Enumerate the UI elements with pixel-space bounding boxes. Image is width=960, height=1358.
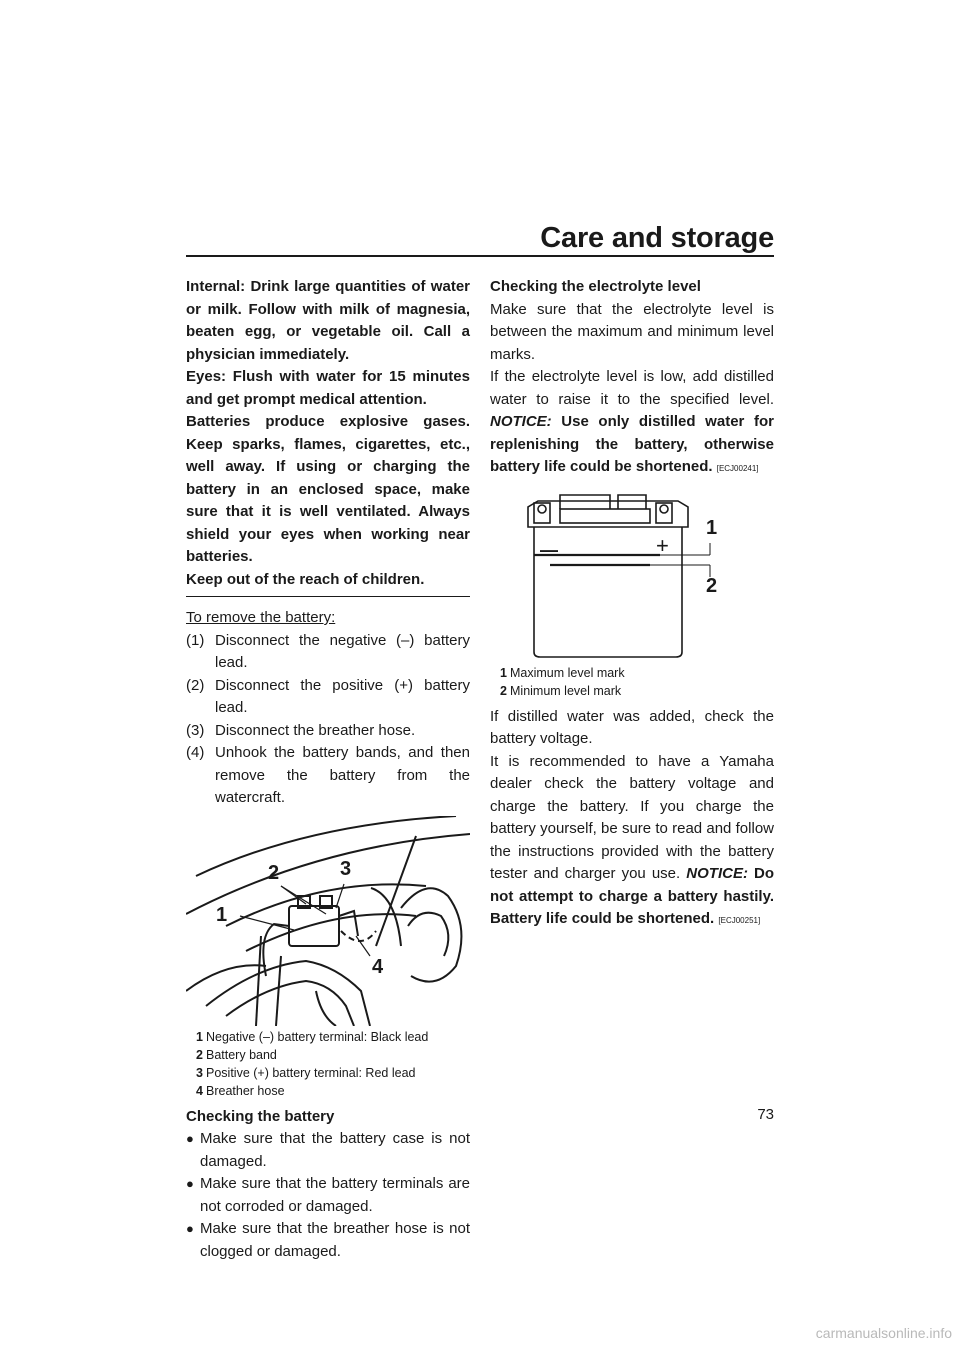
notice-label: NOTICE: [686, 865, 748, 882]
list-item: (2) Disconnect the positive (+) battery lead. [186, 676, 470, 716]
page-header-title: Care and storage [540, 222, 774, 254]
list-item: ● Make sure that the battery case is not damaged. [186, 1130, 470, 1170]
warning-eyes: Eyes: Flush with water for 15 minutes and get prompt medical attention. [186, 368, 470, 408]
reference-code: [ECJ00241] [716, 464, 759, 473]
list-item: (3) Disconnect the breather hose. [186, 721, 416, 739]
reference-code: [ECJ00251] [718, 916, 761, 925]
warning-block [186, 276, 470, 591]
list-item: (4) Unhook the battery bands, and then remove the battery from the watercraft. [186, 744, 470, 806]
header-rule [186, 255, 774, 257]
callout-1: 1 [706, 516, 718, 539]
list-item: 2 Battery band [196, 1047, 277, 1062]
warning-rule [186, 596, 470, 597]
callout-4: 4 [372, 955, 384, 978]
right-column [490, 276, 774, 933]
list-item: (1) Disconnect the negative (–) battery lead. [186, 631, 470, 671]
electrolyte-paragraph-2: If the electrolyte level is low, add distilled water to raise it to the specified level. NOTICE: Use only distilled water for replenishing the battery, otherwise battery life could be shortened. [ECJ00241] [490, 368, 774, 475]
page-number: 73 [757, 1106, 774, 1123]
notice-text: Use only distilled water for replenishing the battery, otherwise battery life could be shortened. [490, 413, 774, 475]
remove-battery-steps [186, 630, 470, 810]
list-item: 1 Maximum level mark [500, 665, 625, 680]
callout-2: 2 [706, 574, 718, 597]
checking-battery-title: Checking the battery [186, 1107, 335, 1125]
list-item: 3 Positive (+) battery terminal: Red lead [196, 1065, 416, 1080]
callout-1: 1 [216, 903, 228, 926]
battery-compartment-drawing [186, 816, 470, 1026]
list-item: 1 Negative (–) battery terminal: Black lead [196, 1029, 429, 1044]
after-paragraph-2: It is recommended to have a Yamaha dealer check the battery voltage and charge the battery. If you charge the battery yourself, be sure to read and follow the instructions provided with the battery tester and charger you use. NOTICE: Do not attempt to charge a battery hastily. Battery life could be shortened. [ECJ00251] [490, 752, 775, 927]
remove-battery-heading: To remove the battery: [186, 609, 336, 626]
electrolyte-paragraph-1: Make sure that the electrolyte level is between the maximum and minimum level marks. [490, 300, 774, 363]
callout-3: 3 [340, 857, 352, 880]
figure2-legend [490, 664, 774, 700]
warning-internal: Internal: Drink large quantities of water or milk. Follow with milk of magnesia, beaten egg, or vegetable oil. Call a physician immediately. [186, 278, 470, 363]
battery-level-illustration [500, 487, 750, 662]
after-paragraph-1: If distilled water was added, check the battery voltage. [490, 707, 774, 747]
plus-sign: + [656, 532, 669, 558]
electrolyte-title: Checking the electrolyte level [490, 278, 701, 295]
battery-compartment-illustration [186, 816, 470, 1026]
minus-sign: — [540, 539, 558, 560]
left-column [186, 276, 470, 1263]
list-item: 2 Minimum level mark [500, 683, 622, 698]
checking-battery-bullets [186, 1128, 470, 1263]
watermark: carmanualsonline.info [815, 1325, 952, 1341]
bullet-icon: ● [186, 1221, 194, 1236]
warning-explosive-gases: Batteries produce explosive gases. Keep sparks, flames, cigarettes, etc., well away. If using or charging the battery in an enclosed space, make sure that it is well ventilated. Always shield your eyes when working near batteries. [186, 413, 470, 565]
list-item: ● Make sure that the breather hose is not clogged or damaged. [186, 1220, 470, 1260]
list-item: ● Make sure that the battery terminals are not corroded or damaged. [186, 1175, 470, 1215]
notice-label: NOTICE: [490, 413, 552, 430]
bullet-icon: ● [186, 1176, 194, 1191]
figure1-legend [186, 1028, 470, 1100]
bullet-icon: ● [186, 1131, 194, 1146]
warning-children: Keep out of the reach of children. [186, 570, 425, 588]
callout-2: 2 [268, 861, 280, 884]
notice-text: Do not attempt to charge a battery hastily. Battery life could be shortened. [490, 865, 775, 927]
list-item: 4 Breather hose [196, 1083, 285, 1098]
